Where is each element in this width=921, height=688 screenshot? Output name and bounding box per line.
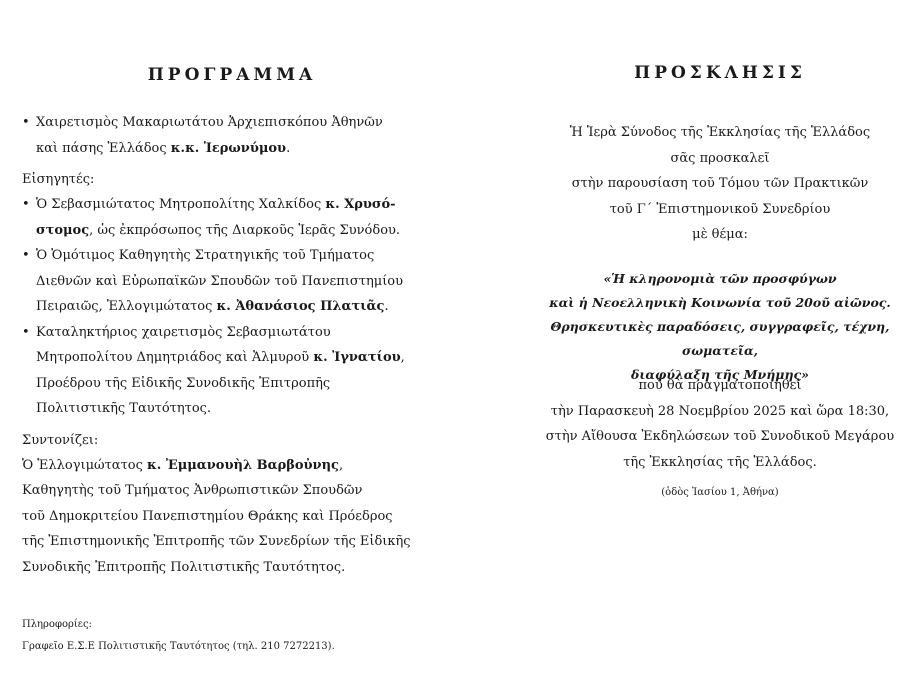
- theme-line: Θρησκευτικὲς παραδόσεις, συγγραφεῖς, τέχνη, σωματεῖα,: [550, 319, 890, 358]
- speakers-label: Εἰσηγητές:: [22, 172, 95, 187]
- details-line: ποὺ θὰ πραγματοποιηθεῖ: [638, 378, 802, 393]
- coordinator-line5: Συνοδικῆς Ἐπιτροπῆς Πολιτιστικῆς Ταυτότητος.: [22, 559, 346, 575]
- speaker2-name: κ. Ἀθανάσιος Πλατιᾶς: [216, 299, 385, 314]
- speaker2-text: Πειραιῶς, Ἐλλογιμώτατος: [36, 299, 217, 314]
- greeting-text: καὶ πάσης Ἑλλάδος: [36, 140, 171, 156]
- speaker1-name-cont: στομος: [36, 222, 90, 238]
- closing-line3: Προέδρου τῆς Εἰδικῆς Συνοδικῆς Ἐπιτροπῆς: [36, 375, 331, 391]
- coordinator-line3: τοῦ Δημοκριτείου Πανεπιστημίου Θράκης καὶ Πρόεδρος: [22, 508, 393, 524]
- speaker2-line2: Διεθνῶν καὶ Εὐρωπαϊκῶν Σπουδῶν τοῦ Πανεπιστημίου: [36, 273, 404, 289]
- speaker1-role: , ὡς ἐκπρόσωπος τῆς Διαρκοῦς Ἱερᾶς Συνόδου.: [89, 222, 401, 238]
- closing-line2: [22, 345, 411, 371]
- intro-line: σᾶς προσκαλεῖ: [670, 150, 770, 166]
- speaker1-line1: [22, 192, 411, 218]
- theme-line: καὶ ἡ Νεοελληνικὴ Κοινωνία τοῦ 20οῦ αἰῶνος.: [549, 295, 891, 310]
- coordinator-line1: [22, 453, 411, 479]
- greeting-end: .: [286, 140, 291, 156]
- info-text: Γραφεῖο Ε.Σ.Ε Πολιτιστικῆς Ταυτότητος (τηλ. 210 7272213).: [22, 641, 335, 652]
- coordinator-line4: τῆς Ἐπιστημονικῆς Ἐπιτροπῆς τῶν Συνεδρίων τῆς Εἰδικῆς: [22, 534, 411, 549]
- invitation-title: ΠΡΟΣΚΛΗΣΙΣ: [634, 63, 806, 83]
- speaker1-text: Ὁ Σεβασμιώτατος Μητροπολίτης Χαλκίδος: [36, 197, 326, 212]
- program-title: ΠΡΟΓΡΑΜΜΑ: [147, 65, 317, 85]
- intro-line: Ἡ Ἱερὰ Σύνοδος τῆς Ἐκκλησίας τῆς Ἑλλάδος: [569, 125, 871, 140]
- speaker1-line2: [22, 218, 411, 244]
- details-line: στὴν Αἴθουσα Ἐκδηλώσεων τοῦ Συνοδικοῦ Μεγάρου: [545, 429, 895, 444]
- details-line: τὴν Παρασκευὴ 28 Νοεμβρίου 2025 καὶ ὥρα 18:30,: [550, 403, 890, 419]
- intro-line: μὲ θέμα:: [692, 227, 748, 242]
- coordinator-label: Συντονίζει:: [22, 432, 99, 448]
- invitation-intro: [520, 120, 920, 248]
- intro-line: τοῦ Γ΄ Ἐπιστημονικοῦ Συνεδρίου: [609, 201, 831, 217]
- invitation-details: [520, 373, 920, 475]
- coordinator-name: κ. Ἐμμανουὴλ Βαρβοὐνης: [147, 457, 339, 473]
- theme-line: «Ἡ κληρονομιὰ τῶν προσφύγων: [603, 271, 837, 286]
- closing-line4: Πολιτιστικῆς Ταυτότητος.: [36, 401, 212, 416]
- details-line: τῆς Ἐκκλησίας τῆς Ἑλλάδος.: [623, 454, 817, 470]
- closing-name: κ. Ἰγνατίου: [313, 350, 401, 365]
- speaker1-name: κ. Χρυσό-: [325, 197, 396, 212]
- greeting-primate-line1: • Χαιρετισμὸς Μακαριωτάτου Ἀρχιεπισκόπου Ἀθηνῶν: [22, 110, 411, 136]
- info-label: Πληροφορίες:: [22, 619, 92, 630]
- speaker2-end: .: [384, 299, 389, 314]
- invitation-address: (ὁδὸς Ἰασίου 1, Ἀθήνα): [661, 487, 779, 498]
- coordinator-comma: ,: [338, 457, 344, 473]
- closing-comma: ,: [400, 350, 405, 365]
- coordinator-text: Ὁ Ἐλλογιμώτατος: [22, 457, 148, 473]
- intro-line: στὴν παρουσίαση τοῦ Τόμου τῶν Πρακτικῶν: [571, 176, 869, 191]
- greeting-primate-line2: [22, 136, 411, 162]
- coordinator-line2: Καθηγητὴς τοῦ Τμήματος Ἀνθρωπιστικῶν Σπουδῶν: [22, 483, 363, 498]
- closing-line1: • Καταληκτήριος χαιρετισμὸς Σεβασμιωτάτου: [22, 320, 411, 346]
- theme-line: διαφύλαξη τῆς Μνήμης»: [631, 367, 809, 382]
- closing-text: Μητροπολίτου Δημητριάδος καὶ Ἁλμυροῦ: [36, 350, 314, 365]
- primate-name: κ.κ. Ἱερωνύμου: [170, 140, 287, 156]
- speaker2-line1: • Ὁ Ὁμότιμος Καθηγητὴς Στρατηγικῆς τοῦ Τμήματος: [22, 243, 411, 269]
- program-list: [22, 110, 411, 580]
- invitation-theme: [520, 267, 920, 387]
- speaker2-line3: [22, 294, 411, 320]
